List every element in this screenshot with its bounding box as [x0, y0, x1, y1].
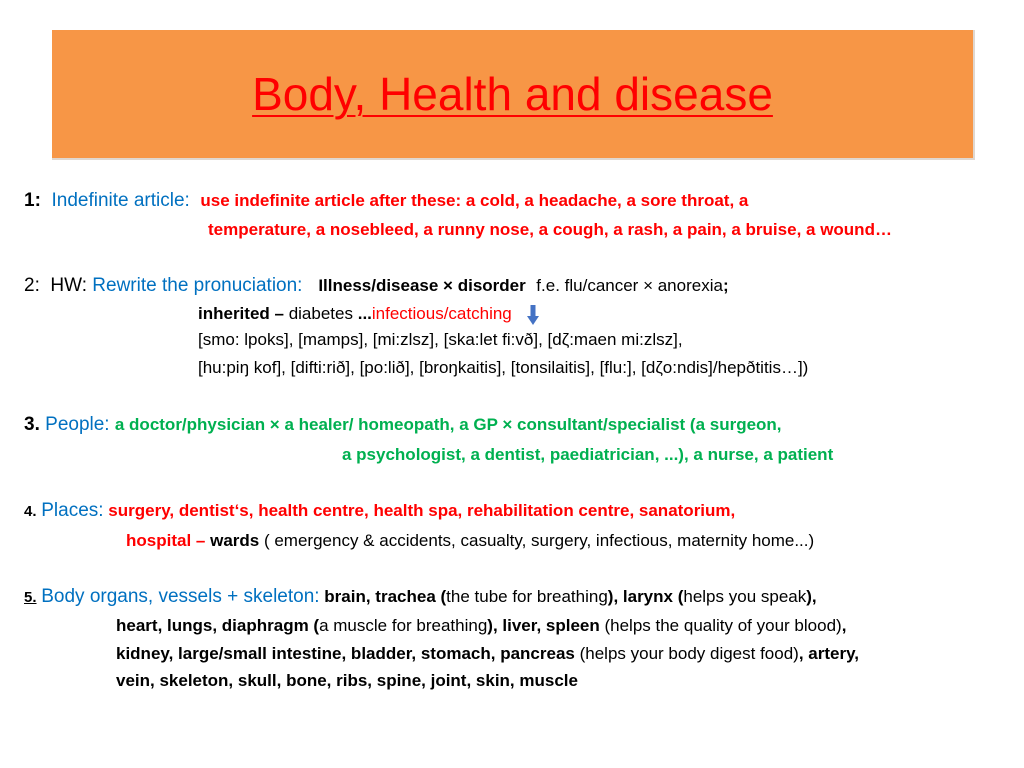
title-box	[52, 30, 975, 160]
section-5-line-1	[24, 586, 817, 609]
section-5-l1e: ),	[806, 587, 817, 606]
section-4-hospital: hospital –	[126, 531, 206, 550]
section-5-l3c: , artery,	[798, 644, 860, 663]
section-4-line-1	[24, 500, 735, 523]
section-2-semicolon: ;	[722, 276, 729, 295]
section-3-heading: People:	[45, 414, 110, 435]
section-2-heading: Rewrite the pronuciation:	[92, 275, 303, 296]
section-5-l2c: ), liver, spleen	[487, 616, 600, 635]
section-2-pronunciation-2: [hu:piŋ kof], [difti:rið], [po:lið], [broŋkaitis], [tonsilaitis], [flu:], [dζo:ndis]/hepðtitis…])	[198, 358, 809, 377]
section-5-l3b: (helps your body digest food)	[579, 644, 799, 663]
section-1-number: 1:	[24, 190, 41, 211]
section-3-text-1: a doctor/physician × a healer/ homeopath, a GP × consultant/specialist (a surgeon,	[114, 415, 782, 434]
section-5-l2b: a muscle for breathing	[319, 616, 488, 635]
section-1-text-2: temperature, a nosebleed, a runny nose, a cough, a rash, a pain, a bruise, a wound…	[208, 220, 892, 239]
section-4-line-2	[126, 530, 814, 552]
section-5-l3a: kidney, large/small intestine, bladder, stomach, pancreas	[116, 644, 575, 663]
section-5-l2e: ,	[841, 616, 847, 635]
section-5-l1a: brain, trachea (	[324, 587, 447, 606]
section-5-line-2	[116, 615, 846, 637]
section-2-inherited: inherited –	[198, 304, 284, 323]
section-2-dots: ...	[357, 304, 372, 323]
section-4-number: 4.	[24, 503, 37, 520]
section-5-number: 5.	[24, 589, 37, 606]
section-4-heading: Places:	[41, 500, 104, 521]
section-4-wards-detail: ( emergency & accidents, casualty, surgery, infectious, maternity home...)	[263, 531, 815, 550]
section-3-number: 3.	[24, 414, 40, 435]
section-5-line-4: vein, skeleton, skull, bone, ribs, spine, joint, skin, muscle	[116, 671, 578, 690]
section-5-line-3	[116, 643, 859, 665]
slide-title: Body, Health and disease	[252, 68, 773, 120]
section-3-text-2: a psychologist, a dentist, paediatrician, ...), a nurse, a patient	[342, 445, 834, 464]
section-2-illness: Illness/disease × disorder	[318, 276, 526, 295]
section-1-heading: Indefinite article:	[51, 190, 190, 211]
section-2-pronunciation-1: [smo: lpoks], [mamps], [mi:zlsz], [ska:let fi:vð], [dζ:maen mi:zlsz],	[198, 330, 683, 349]
section-4-wards: wards	[210, 531, 260, 550]
section-1-line-1	[24, 190, 748, 212]
section-5-heading: Body organs, vessels + skeleton:	[41, 586, 320, 607]
section-2-fe: f.e. flu/cancer × anorexia	[536, 276, 723, 295]
section-5-l1c: ), larynx (	[607, 587, 684, 606]
section-2-number: 2:	[24, 275, 40, 296]
section-2-infectious: infectious/catching	[371, 304, 512, 323]
section-2-diabetes: diabetes	[288, 304, 353, 323]
section-3-line-1	[24, 414, 782, 436]
section-5-l1d: helps you speak	[683, 587, 807, 606]
section-5-l2a: heart, lungs, diaphragm (	[116, 616, 320, 635]
section-4-text-1: surgery, dentist‘s, health centre, health spa, rehabilitation centre, sanatorium,	[108, 501, 736, 520]
section-2-line-1	[24, 275, 729, 297]
section-5-l2d: (helps the quality of your blood)	[604, 616, 842, 635]
section-2-line-2	[198, 303, 539, 325]
section-2-hw: HW:	[50, 275, 88, 296]
section-5-l1b: the tube for breathing	[446, 587, 608, 606]
section-1-text-1: use indefinite article after these: a cold, a headache, a sore throat, a	[200, 191, 749, 210]
down-arrow-icon	[527, 305, 539, 325]
